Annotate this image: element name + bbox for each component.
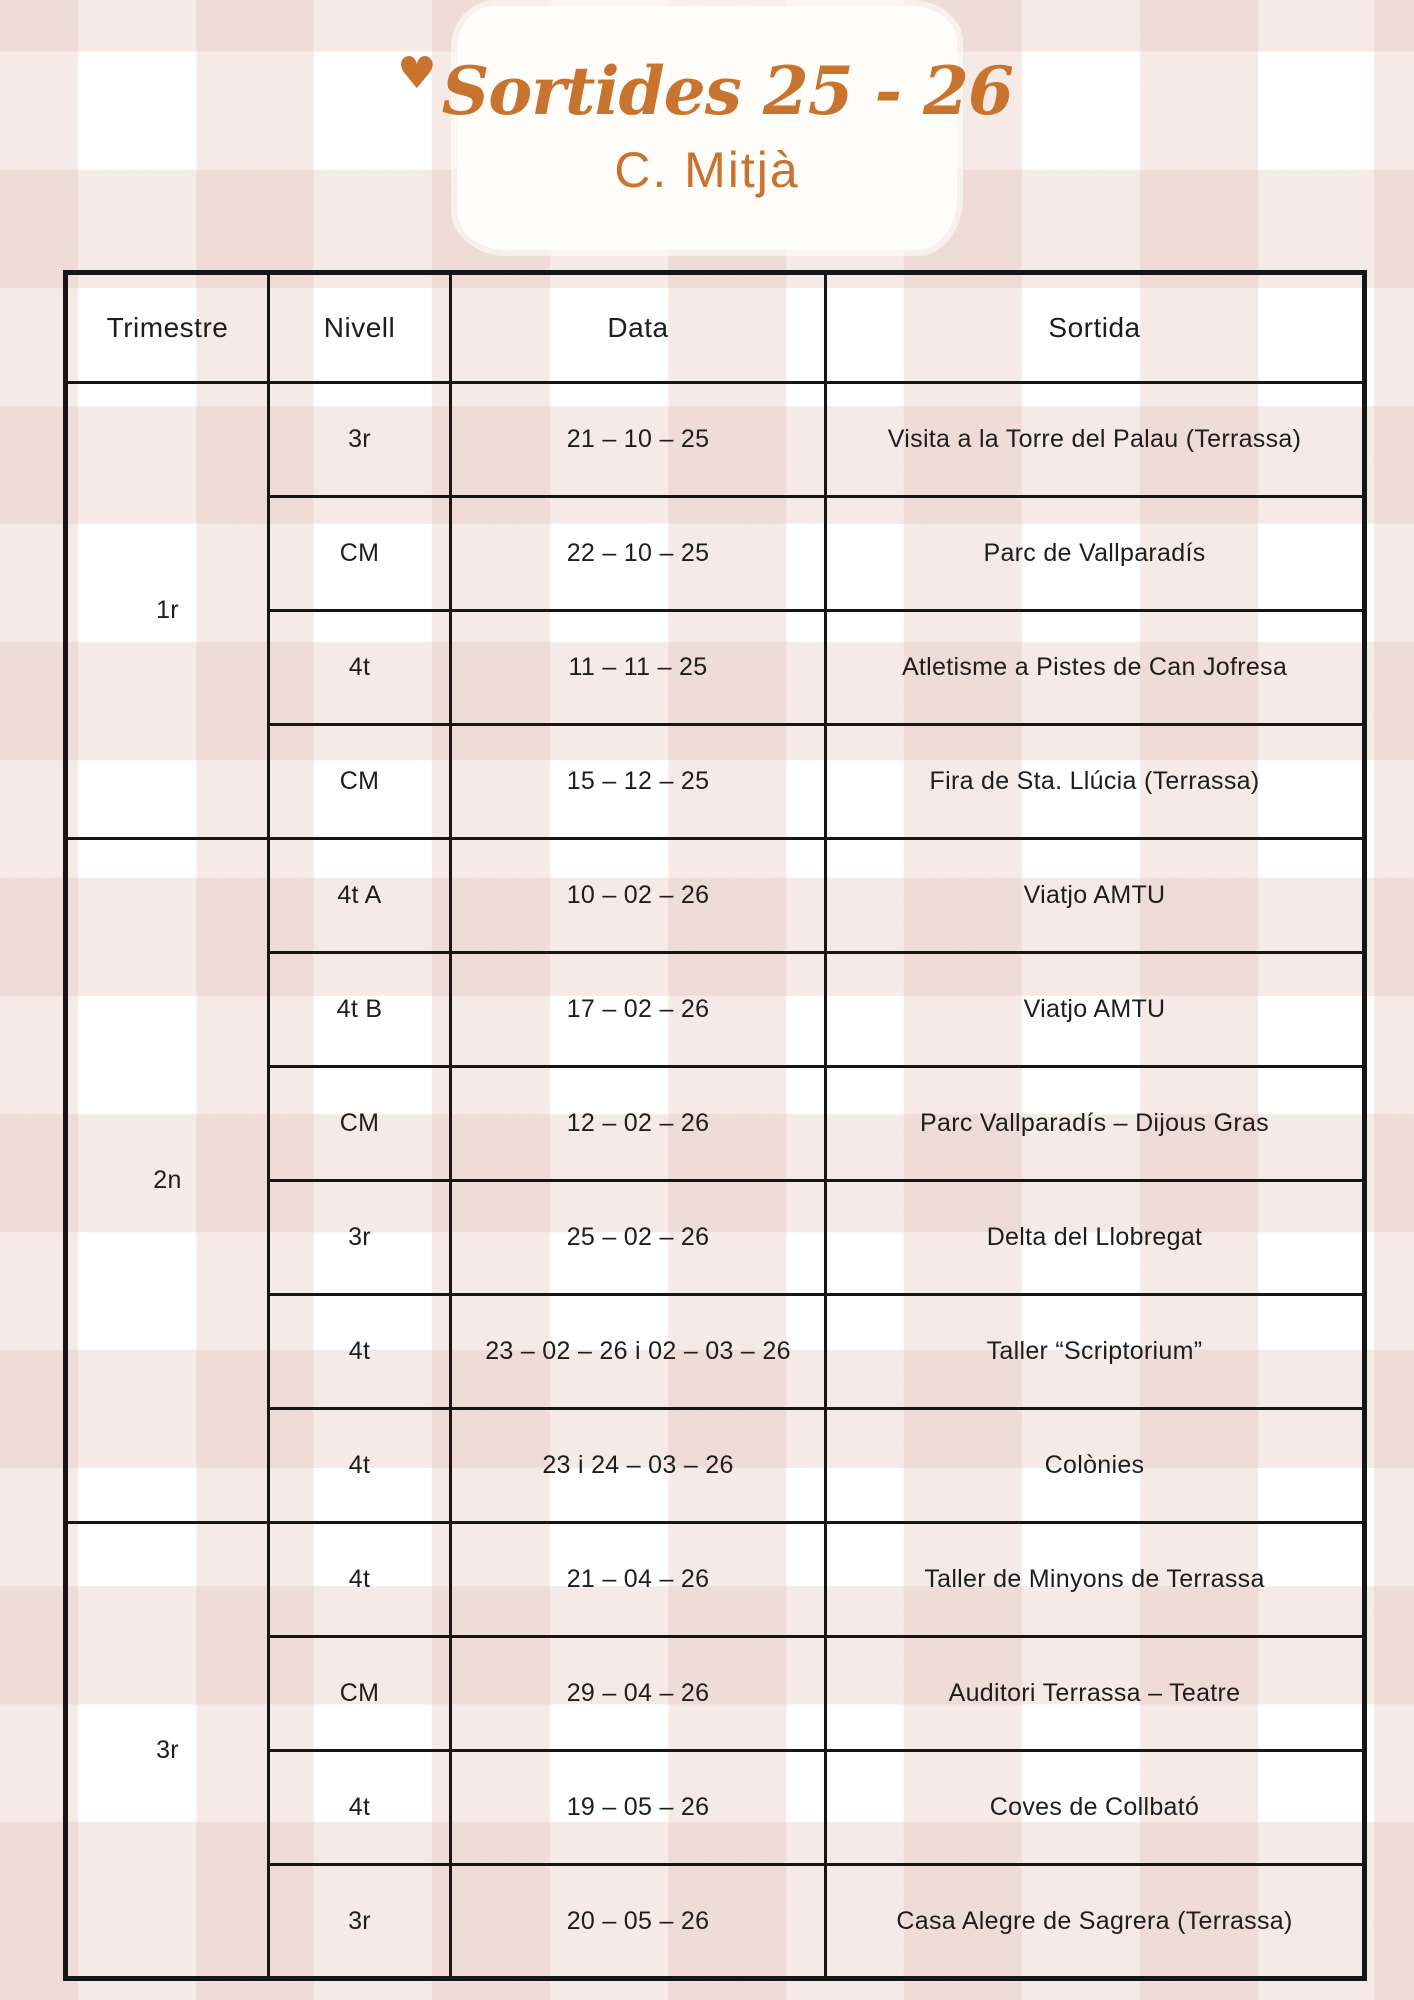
trimestre-cell-2n: 2n <box>66 839 269 1523</box>
table-row <box>66 383 1365 497</box>
nivell-cell: CM <box>269 1637 451 1751</box>
nivell-cell: CM <box>269 497 451 611</box>
data-cell: 17 – 02 – 26 <box>451 953 826 1067</box>
data-cell: 12 – 02 – 26 <box>451 1067 826 1181</box>
data-cell: 29 – 04 – 26 <box>451 1637 826 1751</box>
header-data: Data <box>451 273 826 383</box>
nivell-cell: 4t <box>269 611 451 725</box>
sortida-cell: Colònies <box>826 1409 1365 1523</box>
nivell-cell: CM <box>269 725 451 839</box>
data-cell: 21 – 10 – 25 <box>451 383 826 497</box>
nivell-cell: 3r <box>269 383 451 497</box>
table-header-row <box>66 273 1365 383</box>
data-cell: 22 – 10 – 25 <box>451 497 826 611</box>
title-card <box>397 6 1013 250</box>
schedule-table <box>63 270 1367 1981</box>
nivell-cell: 3r <box>269 1181 451 1295</box>
data-cell: 15 – 12 – 25 <box>451 725 826 839</box>
page-title-text: Sortides 25 - 26 <box>441 52 1013 131</box>
data-cell: 11 – 11 – 25 <box>451 611 826 725</box>
page-title <box>397 48 1013 131</box>
data-cell: 23 i 24 – 03 – 26 <box>451 1409 826 1523</box>
trimestre-cell-1r: 1r <box>66 383 269 839</box>
sortida-cell: Atletisme a Pistes de Can Jofresa <box>826 611 1365 725</box>
data-cell: 21 – 04 – 26 <box>451 1523 826 1637</box>
sortida-cell: Viatjo AMTU <box>826 839 1365 953</box>
sortida-cell: Taller “Scriptorium” <box>826 1295 1365 1409</box>
data-cell: 25 – 02 – 26 <box>451 1181 826 1295</box>
sortida-cell: Fira de Sta. Llúcia (Terrassa) <box>826 725 1365 839</box>
nivell-cell: 4t <box>269 1409 451 1523</box>
sortida-cell: Auditori Terrassa – Teatre <box>826 1637 1365 1751</box>
sortida-cell: Visita a la Torre del Palau (Terrassa) <box>826 383 1365 497</box>
header-sortida: Sortida <box>826 273 1365 383</box>
table-row <box>66 1523 1365 1637</box>
nivell-cell: 4t A <box>269 839 451 953</box>
sortida-cell: Viatjo AMTU <box>826 953 1365 1067</box>
sortida-cell: Casa Alegre de Sagrera (Terrassa) <box>826 1865 1365 1979</box>
heart-icon: ♥ <box>397 48 436 100</box>
sortida-cell: Parc Vallparadís – Dijous Gras <box>826 1067 1365 1181</box>
nivell-cell: CM <box>269 1067 451 1181</box>
sortida-cell: Delta del Llobregat <box>826 1181 1365 1295</box>
sortida-cell: Parc de Vallparadís <box>826 497 1365 611</box>
nivell-cell: 3r <box>269 1865 451 1979</box>
header-nivell: Nivell <box>269 273 451 383</box>
sortida-cell: Coves de Collbató <box>826 1751 1365 1865</box>
nivell-cell: 4t <box>269 1751 451 1865</box>
nivell-cell: 4t B <box>269 953 451 1067</box>
nivell-cell: 4t <box>269 1523 451 1637</box>
table-row <box>66 839 1365 953</box>
data-cell: 19 – 05 – 26 <box>451 1751 826 1865</box>
header-trimestre: Trimestre <box>66 273 269 383</box>
sortida-cell: Taller de Minyons de Terrassa <box>826 1523 1365 1637</box>
trimestre-cell-3r: 3r <box>66 1523 269 1979</box>
data-cell: 20 – 05 – 26 <box>451 1865 826 1979</box>
nivell-cell: 4t <box>269 1295 451 1409</box>
page-subtitle: C. Mitjà <box>614 141 800 198</box>
data-cell: 10 – 02 – 26 <box>451 839 826 953</box>
data-cell: 23 – 02 – 26 i 02 – 03 – 26 <box>451 1295 826 1409</box>
